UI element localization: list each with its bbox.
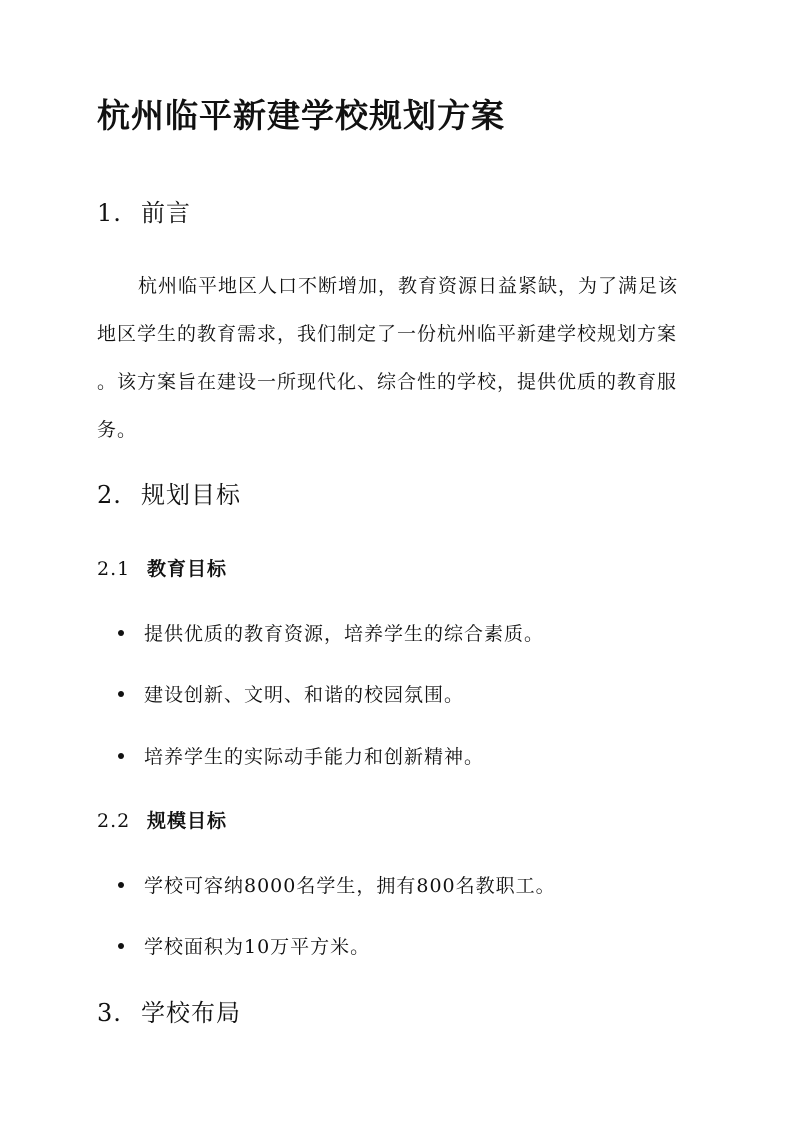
section-number: 3. bbox=[97, 999, 122, 1027]
section-number: 2. bbox=[97, 481, 122, 509]
intro-paragraph bbox=[97, 262, 717, 454]
subsection-heading-2-2 bbox=[97, 808, 227, 834]
subsection-number: 2.1 bbox=[97, 558, 131, 580]
section-heading-1 bbox=[97, 197, 191, 229]
section-title: 规划目标 bbox=[141, 481, 241, 509]
subsection-heading-2-1 bbox=[97, 556, 227, 582]
list-item bbox=[118, 682, 464, 708]
bullet-icon bbox=[118, 943, 124, 949]
list-item-text: 提供优质的教育资源，培养学生的综合素质。 bbox=[144, 623, 545, 645]
bullet-icon bbox=[118, 630, 124, 636]
list-item bbox=[118, 934, 370, 960]
section-title: 前言 bbox=[141, 199, 191, 227]
list-item-text: 学校可容纳8000名学生，拥有800名教职工。 bbox=[144, 875, 556, 897]
paragraph-line: 。该方案旨在建设一所现代化、综合性的学校，提供优质的教育服 bbox=[97, 371, 678, 393]
list-item-text: 学校面积为10万平方米。 bbox=[144, 936, 371, 958]
subsection-title: 教育目标 bbox=[147, 558, 228, 580]
bullet-icon bbox=[118, 882, 124, 888]
section-heading-3 bbox=[97, 997, 241, 1029]
paragraph-line: 地区学生的教育需求，我们制定了一份杭州临平新建学校规划方案 bbox=[97, 323, 678, 345]
subsection-number: 2.2 bbox=[97, 810, 131, 832]
section-title: 学校布局 bbox=[141, 999, 241, 1027]
section-number: 1. bbox=[97, 199, 122, 227]
bullet-icon bbox=[118, 691, 124, 697]
list-item bbox=[118, 873, 556, 899]
paragraph-line: 杭州临平地区人口不断增加，教育资源日益紧缺，为了满足该 bbox=[138, 275, 679, 297]
list-item-text: 培养学生的实际动手能力和创新精神。 bbox=[144, 746, 485, 768]
list-item bbox=[118, 621, 544, 647]
bullet-icon bbox=[118, 753, 124, 759]
list-item-text: 建设创新、文明、和谐的校园氛围。 bbox=[144, 684, 465, 706]
section-heading-2 bbox=[97, 479, 241, 511]
subsection-title: 规模目标 bbox=[147, 810, 228, 832]
paragraph-line: 务。 bbox=[97, 419, 138, 441]
document-title: 杭州临平新建学校规划方案 bbox=[97, 96, 505, 135]
list-item bbox=[118, 744, 484, 770]
